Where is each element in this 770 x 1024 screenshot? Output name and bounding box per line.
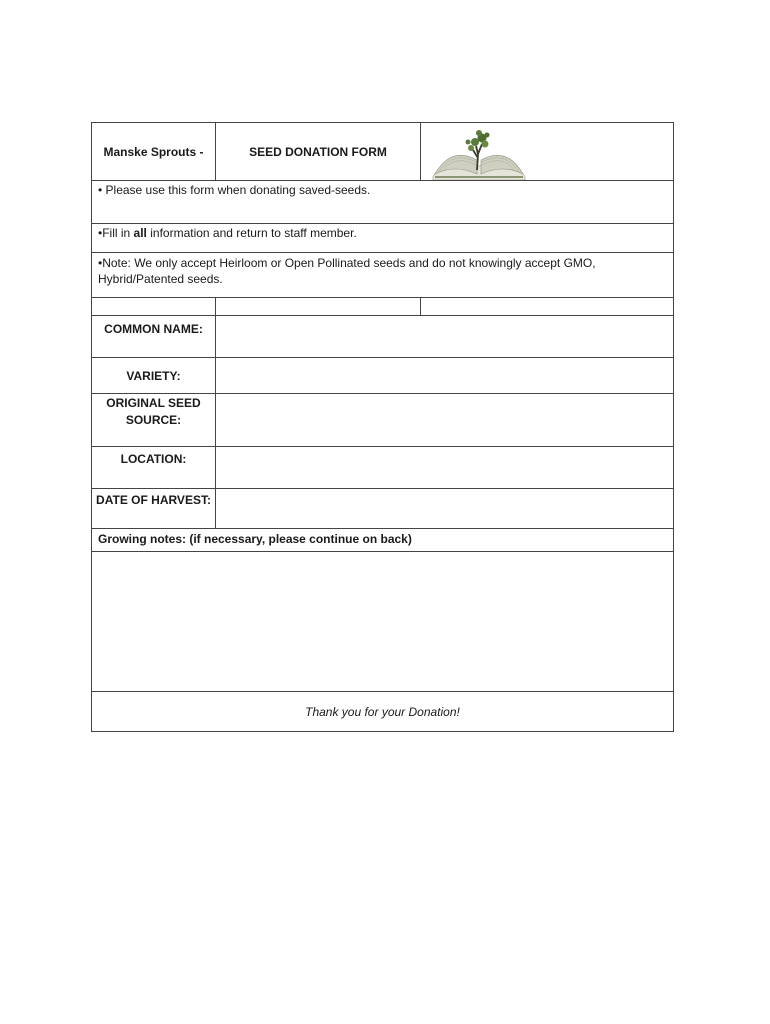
- org-name: Manske Sprouts -: [103, 144, 204, 159]
- seed-source-field[interactable]: [215, 394, 673, 446]
- growing-notes-label: Growing notes: (if necessary, please continue on back): [98, 532, 412, 546]
- instruction-row-1: [91, 181, 674, 224]
- variety-field[interactable]: [215, 358, 673, 393]
- instruction-text-3b: Hybrid/Patented seeds.: [98, 272, 223, 286]
- date-of-harvest-label: DATE OF HARVEST:: [96, 493, 211, 507]
- spacer-cell-right: [420, 298, 673, 315]
- common-name-row: [91, 316, 674, 358]
- instruction-row-3: [91, 253, 674, 298]
- org-name-cell: [92, 123, 215, 180]
- open-book-tree-icon: [429, 126, 529, 180]
- location-label: LOCATION:: [120, 452, 187, 466]
- common-name-field[interactable]: [215, 316, 673, 357]
- seed-source-label-line1: ORIGINAL SEED: [106, 396, 201, 410]
- location-field[interactable]: [215, 447, 673, 488]
- seed-source-label-line2: SOURCE:: [125, 413, 182, 427]
- spacer-row: [91, 298, 674, 316]
- growing-notes-field[interactable]: [91, 552, 674, 692]
- instruction-row-2: [91, 224, 674, 253]
- thank-you-row: [91, 692, 674, 732]
- form-title-cell: [215, 123, 420, 180]
- thank-you-text: Thank you for your Donation!: [305, 704, 460, 719]
- logo-cell: [420, 123, 673, 180]
- location-row: [91, 447, 674, 489]
- variety-row: [91, 358, 674, 394]
- seed-source-row: [91, 394, 674, 447]
- variety-label: VARIETY:: [126, 369, 181, 383]
- instruction-text-2b: all: [133, 226, 147, 240]
- common-name-label: COMMON NAME:: [104, 322, 203, 336]
- instruction-text-3a: •Note: We only accept Heirloom or Open Pollinated seeds and do not knowingly accept GMO,: [98, 256, 596, 270]
- seed-donation-form: [91, 122, 674, 732]
- form-title: SEED DONATION FORM: [249, 144, 387, 159]
- instruction-text-2c: information and return to staff member.: [146, 226, 357, 240]
- spacer-cell-mid: [215, 298, 420, 315]
- instruction-text-1: • Please use this form when donating saved-seeds.: [98, 183, 371, 197]
- growing-notes-label-row: [91, 529, 674, 552]
- date-of-harvest-field[interactable]: [215, 489, 673, 528]
- header-row: [91, 122, 674, 181]
- date-of-harvest-row: [91, 489, 674, 529]
- instruction-text-2a: •Fill in: [98, 226, 134, 240]
